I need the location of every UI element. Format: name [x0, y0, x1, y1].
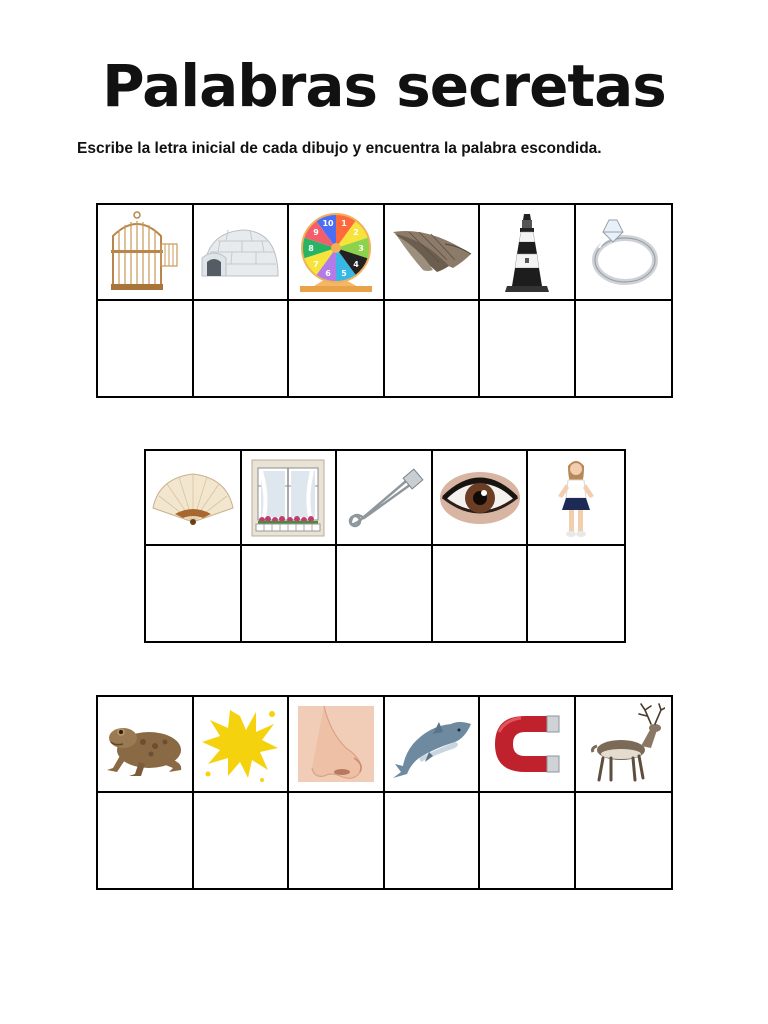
answer-box[interactable] — [433, 546, 529, 641]
wheel-number: 1 — [340, 218, 347, 228]
wheel-number: 2 — [352, 227, 359, 237]
picture-fan — [146, 451, 242, 546]
answer-box[interactable] — [576, 793, 672, 889]
wheel-number: 9 — [312, 227, 319, 237]
picture-safety-pin — [337, 451, 433, 546]
answer-box[interactable] — [194, 301, 290, 397]
picture-window — [242, 451, 338, 546]
picture-yellow-splash — [194, 697, 290, 793]
answer-box[interactable] — [480, 793, 576, 889]
answer-box[interactable] — [576, 301, 672, 397]
picture-cage — [98, 205, 194, 301]
window-icon — [246, 456, 330, 540]
reindeer-icon — [581, 702, 665, 786]
dolphin-icon — [389, 702, 473, 786]
picture-lighthouse — [480, 205, 576, 301]
picture-girl — [528, 451, 624, 546]
magnet-icon — [485, 702, 569, 786]
eye-icon — [438, 456, 522, 540]
yellow-splash-icon — [198, 702, 282, 786]
word-grid-3 — [96, 695, 673, 890]
wheel-number: 5 — [340, 268, 347, 278]
word-grid-1 — [96, 203, 673, 398]
cage-icon — [103, 210, 187, 294]
wheel-number: 3 — [357, 243, 364, 253]
answer-box[interactable] — [480, 301, 576, 397]
wheel-number: 10 — [322, 218, 334, 228]
instructions: Escribe la letra inicial de cada dibujo y encuentra la palabra escondida. — [77, 140, 602, 157]
wing-icon — [389, 210, 473, 294]
picture-magnet — [480, 697, 576, 793]
girl-icon — [534, 456, 618, 540]
fan-icon — [151, 456, 235, 540]
toad-icon — [103, 702, 187, 786]
picture-igloo — [194, 205, 290, 301]
answer-box[interactable] — [385, 793, 481, 889]
nose-icon — [294, 702, 378, 786]
answer-box[interactable] — [289, 793, 385, 889]
wheel-number: 4 — [352, 259, 359, 269]
answer-box[interactable] — [385, 301, 481, 397]
safety-pin-icon — [342, 456, 426, 540]
wheel-number: 6 — [324, 268, 331, 278]
answer-box[interactable] — [528, 546, 624, 641]
picture-roulette-wheel — [289, 205, 385, 301]
picture-toad — [98, 697, 194, 793]
answer-box[interactable] — [289, 301, 385, 397]
answer-box[interactable] — [194, 793, 290, 889]
roulette-wheel-icon — [294, 210, 378, 294]
picture-dolphin — [385, 697, 481, 793]
ring-icon — [581, 210, 665, 294]
answer-box[interactable] — [98, 793, 194, 889]
wheel-number: 8 — [307, 243, 314, 253]
word-grid-2 — [144, 449, 626, 643]
answer-box[interactable] — [146, 546, 242, 641]
picture-ring — [576, 205, 672, 301]
answer-box[interactable] — [98, 301, 194, 397]
picture-eye — [433, 451, 529, 546]
answer-box[interactable] — [242, 546, 338, 641]
picture-nose — [289, 697, 385, 793]
picture-wing — [385, 205, 481, 301]
igloo-icon — [198, 210, 282, 294]
answer-box[interactable] — [337, 546, 433, 641]
lighthouse-icon — [485, 210, 569, 294]
page-title: Palabras secretas — [102, 52, 666, 120]
picture-reindeer — [576, 697, 672, 793]
wheel-number: 7 — [312, 259, 319, 269]
